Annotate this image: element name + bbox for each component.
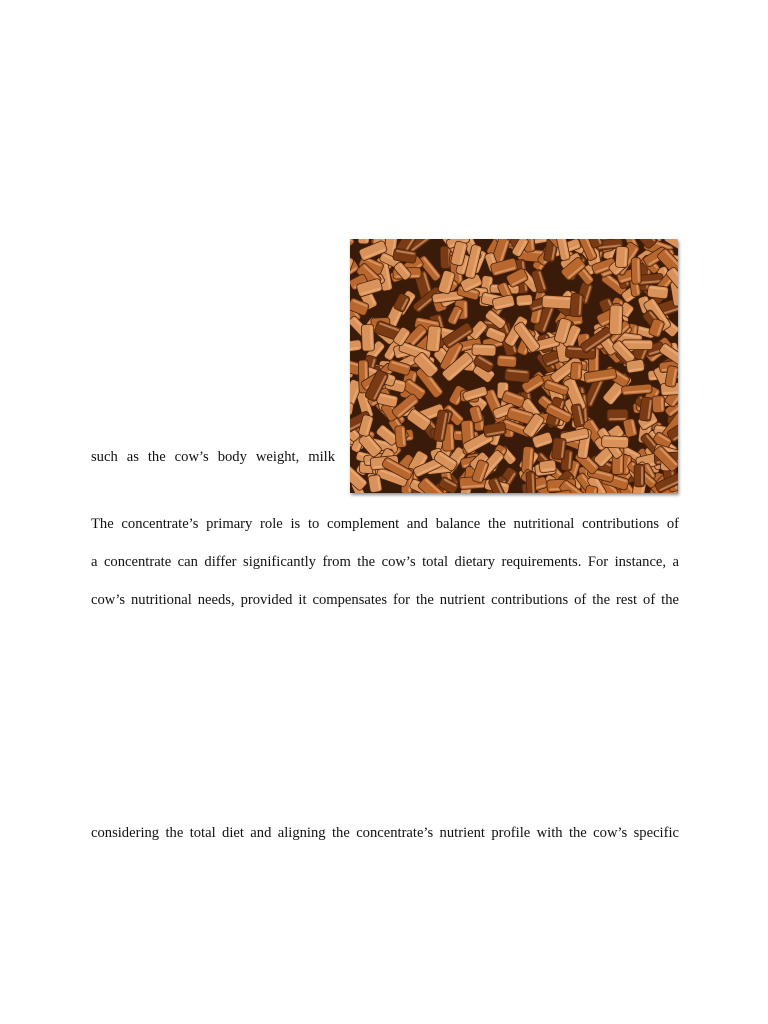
- text-line-5: considering the total diet and aligning the concentrate’s nutrient profile with the cow’s specific: [91, 825, 679, 841]
- pellets-image-icon: [350, 239, 678, 493]
- text-line-2: The concentrate’s primary role is to complement and balance the nutritional contributions of: [91, 516, 679, 532]
- pellet: [368, 474, 383, 493]
- pellet: [652, 396, 665, 413]
- pellet: [615, 246, 628, 268]
- pellet: [497, 355, 517, 368]
- pellet: [426, 326, 441, 352]
- text-line-1: such as the cow’s body weight, milk: [91, 449, 335, 465]
- text-line-4: cow’s nutritional needs, provided it compensates for the nutrient contributions of the rest of the: [91, 592, 679, 608]
- pellet: [539, 460, 557, 474]
- pellet: [395, 425, 407, 448]
- pellet: [361, 324, 374, 351]
- pellet: [631, 257, 641, 284]
- pellet: [472, 344, 496, 356]
- pellet: [609, 305, 623, 335]
- pellet: [601, 436, 628, 449]
- pellet: [516, 294, 533, 306]
- pellet: [626, 359, 645, 373]
- pellet: [621, 384, 652, 395]
- text-line-3: a concentrate can differ significantly from the cow’s total dietary requirements. For instance, a: [91, 554, 679, 570]
- pellet: [358, 239, 370, 244]
- feed-pellets-photo: [350, 239, 678, 493]
- pellet: [570, 362, 582, 380]
- pellet: [526, 471, 536, 493]
- pellet: [504, 368, 530, 383]
- pellet: [570, 293, 584, 317]
- pellet: [551, 438, 566, 461]
- pellet: [647, 285, 669, 299]
- pellet: [639, 397, 654, 422]
- pellet: [634, 464, 645, 487]
